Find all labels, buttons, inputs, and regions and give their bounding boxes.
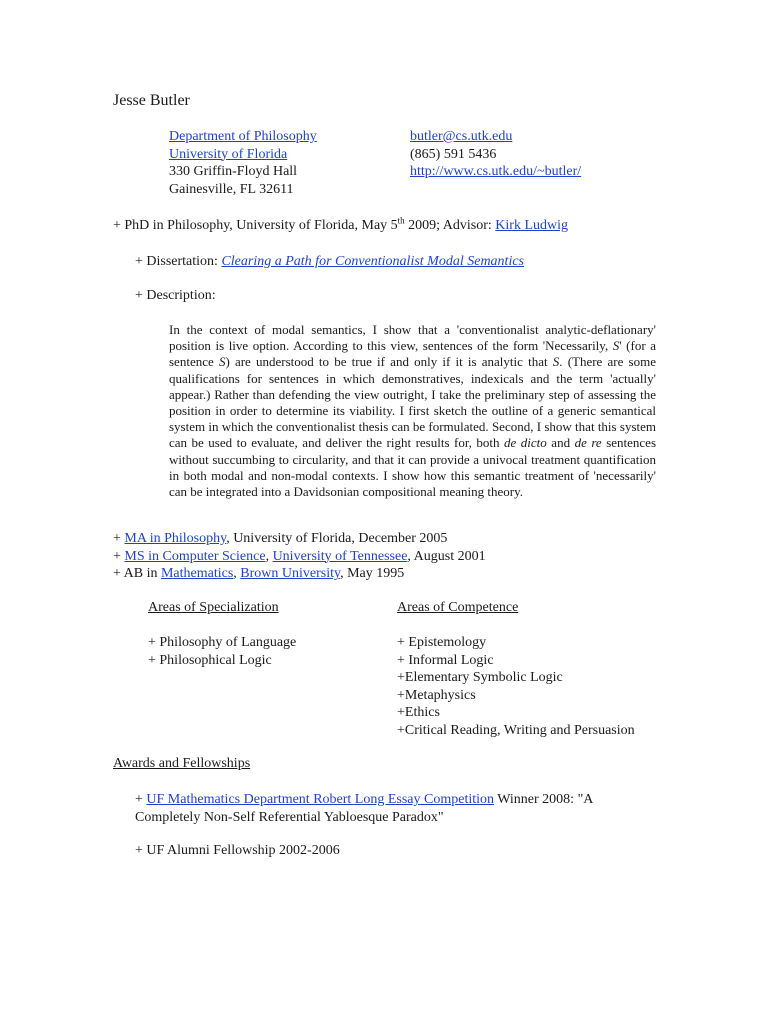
abstract-term-de-dicto: de dicto (504, 435, 547, 451)
abstract-text: sentences without succumbing to circularity, and that it can provide a univocal treatment quantification in both modal and non-modal contexts. I show how this semantic treatment of 'necessarily' can be integrated into a Davidsonian compositional meaning theory. (169, 435, 657, 500)
award-alumni-fellowship: + UF Alumni Fellowship 2002-2006 (135, 843, 340, 858)
abstract-text: . (There are some qualifications for sentences in which demonstratives, indexicals and the term 'actually' appear.) Rather than defending the view outright, I take the preliminary step of assessing the position in order to determine its viability. I first sketch the outline of a generic semantical system in which the conventionalist thesis can be formulated. Second, I show that this system can be used to evaluate, and deliver the right results for, both (169, 354, 656, 451)
list-item: +Ethics (397, 705, 440, 720)
separator: , (265, 548, 273, 564)
ma-entry (113, 530, 486, 548)
phd-entry (113, 215, 569, 234)
bullet: + (113, 531, 125, 546)
ms-details: , August 2001 (407, 548, 486, 564)
address-hall: 330 Griffin-Floyd Hall (169, 164, 298, 179)
list-item: + Informal Logic (397, 652, 494, 668)
essay-competition-link[interactable]: UF Mathematics Department Robert Long Essay Competition (146, 792, 495, 807)
aos-list (148, 634, 296, 669)
phd-text: + PhD in Philosophy, University of Florida, May 5 (113, 218, 398, 233)
website-link[interactable]: http://www.cs.utk.edu/~butler/ (410, 164, 582, 179)
phd-ordinal: th (397, 215, 405, 226)
ms-entry (113, 548, 486, 566)
abstract-text: ) are understood to be true if and only if it is analytic that (225, 354, 553, 370)
ab-details: , May 1995 (340, 566, 405, 581)
list-item: + Philosophy of Language (148, 635, 297, 650)
advisor-link[interactable]: Kirk Ludwig (495, 218, 569, 233)
bullet: + (113, 548, 125, 564)
dissertation-abstract (169, 322, 656, 500)
award-essay-competition (135, 791, 655, 826)
abstract-term-de-re: de re (574, 435, 602, 451)
contact-details-block (410, 128, 581, 181)
ab-entry (113, 565, 486, 583)
ma-link[interactable]: MA in Philosophy (124, 531, 227, 546)
separator: , (233, 566, 241, 581)
ms-link[interactable]: MS in Computer Science (124, 548, 266, 564)
phone-number: (865) 591 5436 (410, 146, 497, 162)
abstract-text: ' (for a sentence (169, 338, 656, 370)
abstract-variable: S (218, 354, 226, 370)
ms-school-link[interactable]: University of Tennessee (272, 548, 408, 564)
university-link[interactable]: University of Florida (169, 146, 288, 162)
dissertation-label: + Dissertation: (135, 254, 222, 269)
abstract-variable: S (612, 338, 620, 354)
aoc-list (397, 634, 635, 739)
abstract-text: In the context of modal semantics, I show that a 'conventionalist analytic-deflationary' position is live option. According to this view, sentences of the form 'Necessarily, (169, 322, 656, 354)
award-details: Winner 2008: "A Completely Non-Self Referential Yabloesque Paradox" (135, 792, 593, 825)
address-city: Gainesville, FL 32611 (169, 181, 294, 197)
aoc-heading: Areas of Competence (397, 600, 519, 615)
list-item: +Elementary Symbolic Logic (397, 670, 563, 685)
cv-name: Jesse Butler (113, 92, 190, 109)
abstract-variable: S (552, 354, 560, 370)
ab-school-link[interactable]: Brown University (240, 566, 341, 581)
ab-link[interactable]: Mathematics (160, 566, 234, 581)
email-link[interactable]: butler@cs.utk.edu (410, 129, 513, 144)
dissertation-entry (135, 254, 524, 270)
dissertation-title-link[interactable]: Clearing a Path for Conventionalist Modal Semantics (221, 254, 524, 269)
department-link[interactable]: Department of Philosophy (169, 129, 317, 144)
abstract-text: and (546, 435, 575, 451)
ma-details: , University of Florida, December 2005 (226, 531, 448, 546)
awards-heading: Awards and Fellowships (113, 756, 251, 771)
aos-heading: Areas of Specialization (148, 600, 279, 615)
bullet: + (135, 792, 147, 807)
list-item: +Critical Reading, Writing and Persuasion (397, 722, 635, 738)
list-item: + Epistemology (397, 635, 487, 650)
list-item: +Metaphysics (397, 687, 476, 703)
list-item: + Philosophical Logic (148, 652, 272, 668)
description-label: + Description: (135, 288, 216, 303)
ab-label: + AB in (113, 566, 161, 581)
phd-advisor-label: 2009; Advisor: (404, 218, 496, 233)
degrees-list (113, 530, 486, 583)
contact-address-block (169, 128, 317, 198)
